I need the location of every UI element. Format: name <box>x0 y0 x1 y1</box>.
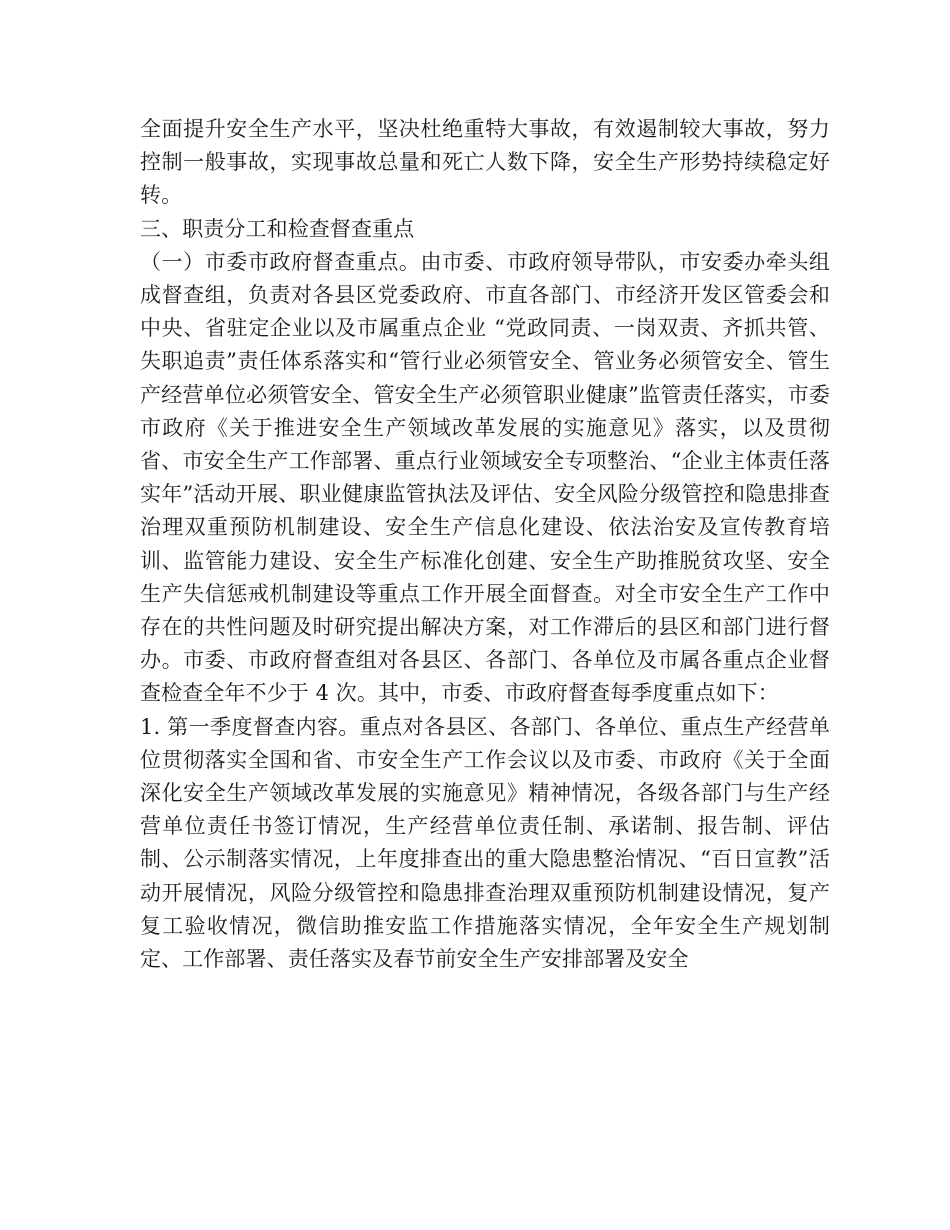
paragraph-intro-continuation: 全面提升安全生产水平，坚决杜绝重特大事故，有效遏制较大事故，努力控制一般事故，实现事故总量和死亡人数下降，安全生产形势持续稳定好转。 <box>140 117 830 208</box>
section-heading: 三、职责分工和检查督查重点 <box>140 216 415 241</box>
paragraph-item-1: 1. 第一季度督查内容。重点对各县区、各部门、各单位、重点生产经营单位贯彻落实全国和省、市安全生产工作会议以及市委、市政府《关于全面深化安全生产领域改革发展的实施意见》精神情况，各级各部门与生产经营单位责任书签订情况，生产经营单位责任制、承诺制、报告制、评估制、公示制落实情况，上年度排查出的重大隐患整治情况、“百日宣教”活动开展情况，风险分级管控和隐患排查治理双重预防机制建设情况，复产复工验收情况，微信助推安监工作措施落实情况，全年安全生产规划制定、工作部署、责任落实及春节前安全生产安排部署及安全 <box>140 714 830 972</box>
document-body <box>140 113 830 976</box>
paragraph-subsection-1: （一）市委市政府督查重点。由市委、市政府领导带队，市安委办牵头组成督查组，负责对各县区党委政府、市直各部门、市经济开发区管委会和中央、省驻定企业以及市属重点企业 “党政同责、一岗双责、齐抓共管、失职追责”责任体系落实和“管行业必须管安全、管业务必须管安全、管生产经营单位必须管安全、管安全生产必须管职业健康”监管责任落实，市委市政府《关于推进安全生产领域改革发展的实施意见》落实，以及贯彻省、市安全生产工作部署、重点行业领域安全专项整治、“企业主体责任落实年”活动开展、职业健康监管执法及评估、安全风险分级管控和隐患排查治理双重预防机制建设、安全生产信息化建设、依法治安及宣传教育培训、监管能力建设、安全生产标准化创建、安全生产助推脱贫攻坚、安全生产失信惩戒机制建设等重点工作开展全面督查。对全市安全生产工作中存在的共性问题及时研究提出解决方案，对工作滞后的县区和部门进行督办。市委、市政府督查组对各县区、各部门、各单位及市属各重点企业督查检查全年不少于 4 次。其中，市委、市政府督查每季度重点如下： <box>140 249 830 706</box>
